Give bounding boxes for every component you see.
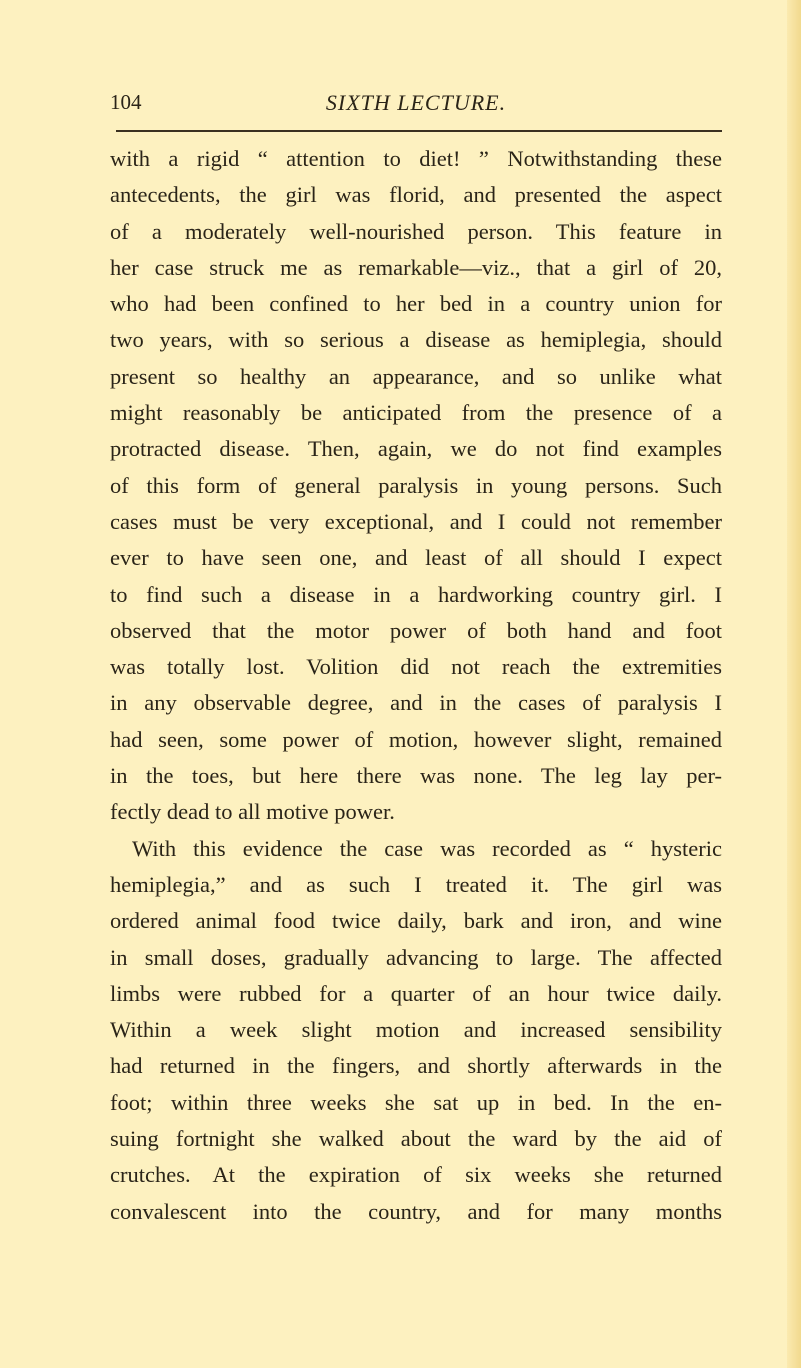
text-line: With this evidence the case was recorded as “ hysteric	[132, 835, 722, 861]
text-line: had seen, some power of motion, however slight, remained	[110, 726, 722, 752]
text-line: foot; within three weeks she sat up in bed. In the en-	[110, 1089, 722, 1115]
text-line: of a moderately well-nourished person. This feature in	[110, 218, 722, 244]
page-edge	[787, 0, 801, 1368]
text-line: in the toes, but here there was none. The leg lay per-	[110, 763, 722, 789]
text-line: her case struck me as remarkable—viz., that a girl of 20,	[110, 254, 722, 280]
text-line: cases must be very exceptional, and I could not remember	[110, 508, 722, 534]
text-line: two years, with so serious a disease as hemiplegia, should	[110, 327, 722, 353]
body-text	[110, 141, 722, 1230]
text-line: suing fortnight she walked about the ward by the aid of	[110, 1126, 722, 1152]
text-line: of this form of general paralysis in young persons. Such	[110, 472, 722, 498]
page-number: 104	[110, 90, 142, 114]
text-line: with a rigid “ attention to diet! ” Notwithstanding these	[110, 146, 722, 171]
header-rule	[116, 130, 722, 132]
text-line: convalescent into the country, and for many months	[110, 1198, 722, 1224]
text-line: present so healthy an appearance, and so unlike what	[110, 363, 722, 389]
text-line: limbs were rubbed for a quarter of an hour twice daily.	[110, 980, 722, 1006]
running-title: SIXTH LECTURE.	[325, 90, 507, 115]
text-line: protracted disease. Then, again, we do not find examples	[110, 436, 722, 462]
text-line: was totally lost. Volition did not reach the extremities	[110, 654, 722, 680]
text-line: in small doses, gradually advancing to large. The affected	[110, 944, 722, 970]
text-line: ever to have seen one, and least of all should I expect	[110, 545, 722, 571]
text-line: crutches. At the expiration of six weeks she returned	[110, 1162, 722, 1188]
text-line: had returned in the fingers, and shortly afterwards in the	[110, 1053, 722, 1079]
text-line: fectly dead to all motive power.	[110, 799, 395, 825]
text-line: who had been confined to her bed in a country union for	[110, 291, 722, 317]
text-line: hemiplegia,” and as such I treated it. The girl was	[110, 871, 722, 897]
text-line: antecedents, the girl was florid, and presented the aspect	[110, 182, 722, 208]
text-line: Within a week slight motion and increased sensibility	[110, 1017, 722, 1043]
text-line: observed that the motor power of both hand and foot	[110, 617, 722, 643]
running-header	[110, 90, 722, 120]
text-line: ordered animal food twice daily, bark and iron, and wine	[110, 908, 722, 934]
text-line: to find such a disease in a hardworking country girl. I	[110, 581, 722, 607]
text-line: might reasonably be anticipated from the presence of a	[110, 400, 722, 426]
text-line: in any observable degree, and in the cases of paralysis I	[110, 690, 722, 716]
